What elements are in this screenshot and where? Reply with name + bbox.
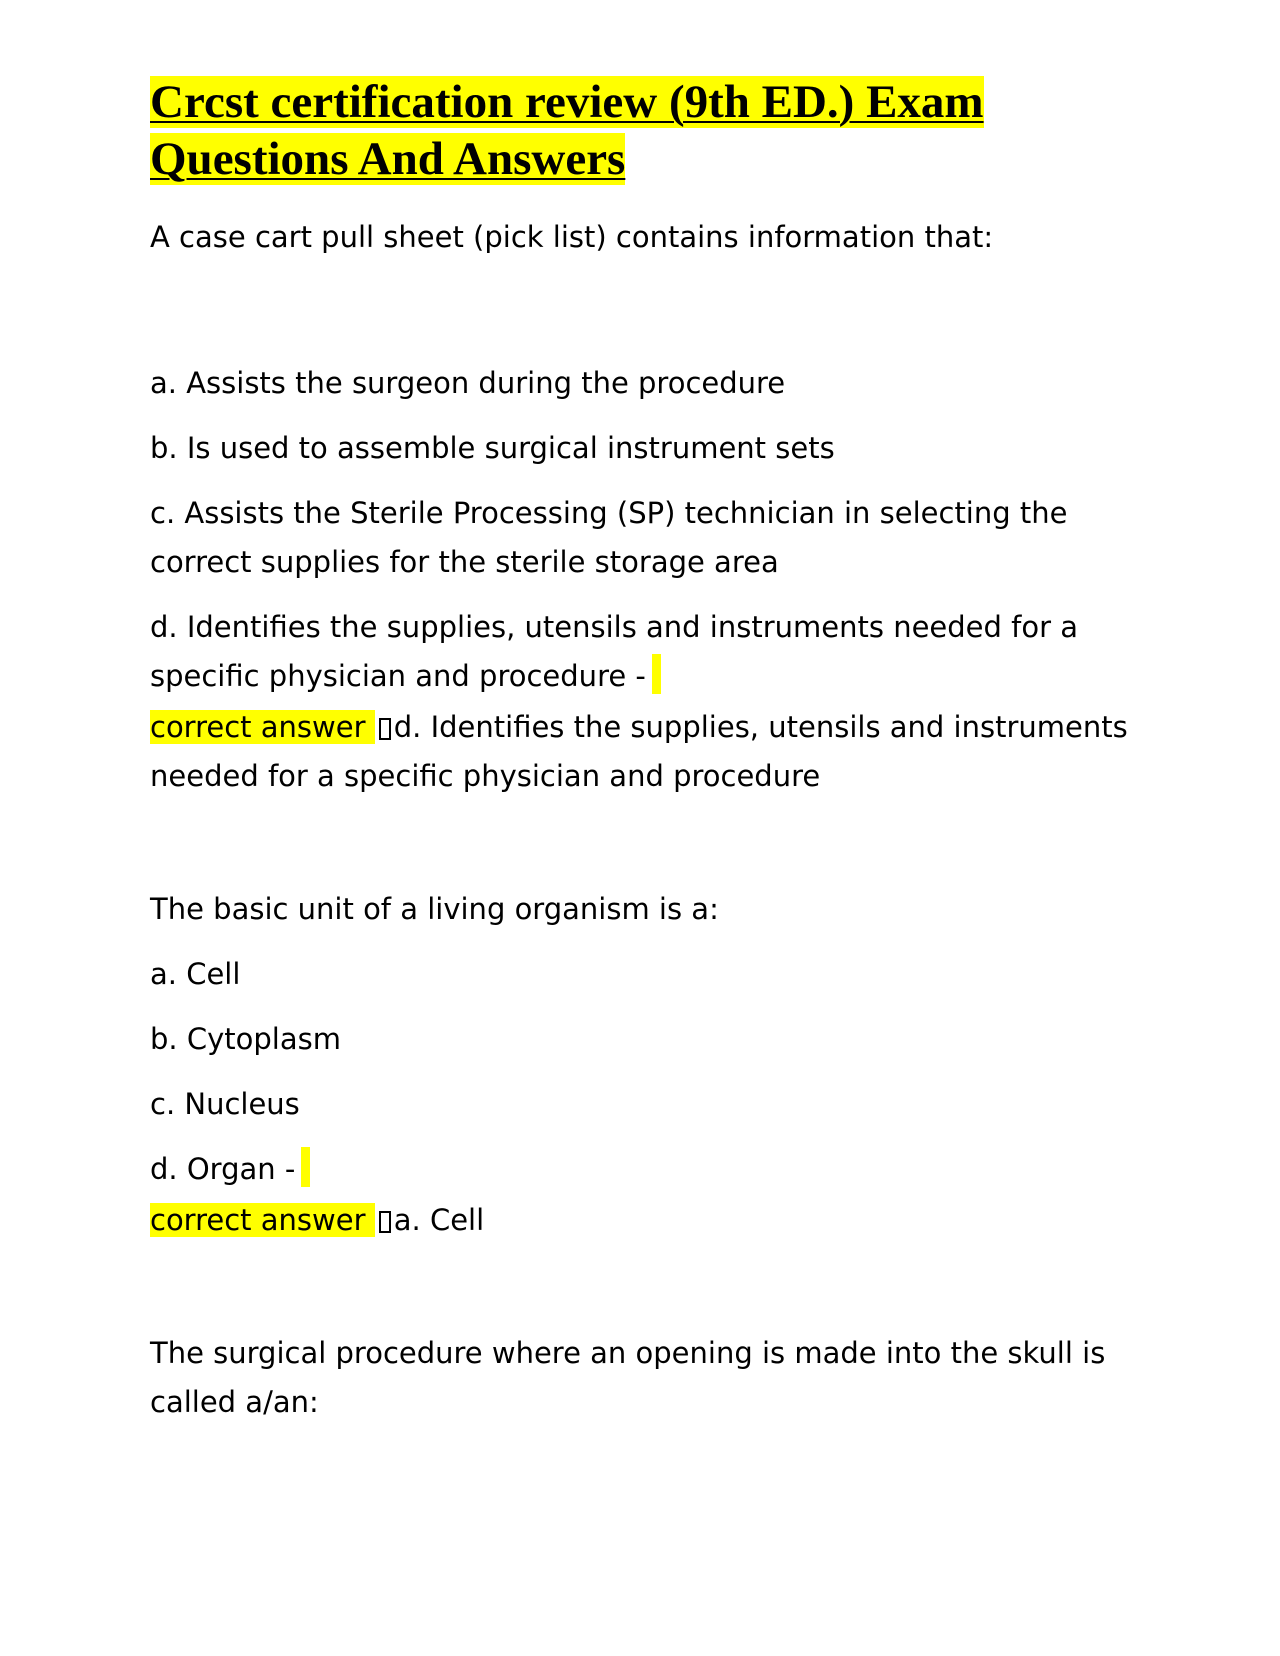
title-highlight: Crcst certification review (9th ED.) Exam Questions And Answers bbox=[150, 76, 984, 185]
question-2 bbox=[150, 885, 1130, 1245]
correct-answer-label: correct answer bbox=[150, 1203, 366, 1237]
option-a: a. Assists the surgeon during the procedure bbox=[150, 366, 786, 400]
question-prompt: A case cart pull sheet (pick list) contains information that: bbox=[150, 220, 994, 254]
document-page bbox=[150, 74, 1130, 1443]
document-title bbox=[150, 74, 1130, 188]
highlight-marker bbox=[652, 654, 661, 694]
option-a: a. Cell bbox=[150, 957, 241, 991]
option-d-text: d. Organ - bbox=[150, 1152, 296, 1186]
option-b: b. Cytoplasm bbox=[150, 1022, 341, 1056]
question-prompt: The basic unit of a living organism is a: bbox=[150, 892, 719, 926]
label-space bbox=[366, 1203, 375, 1237]
spacer bbox=[150, 278, 1130, 359]
correct-answer-label: correct answer bbox=[150, 710, 366, 744]
missing-glyph-icon bbox=[379, 1211, 391, 1233]
option-c: c. Assists the Sterile Processing (SP) technician in selecting the correct supplies for the sterile storage area bbox=[150, 496, 1068, 579]
label-space bbox=[366, 710, 375, 744]
correct-answer-text: a. Cell bbox=[393, 1203, 485, 1237]
option-b: b. Is used to assemble surgical instrument sets bbox=[150, 431, 835, 465]
option-d bbox=[150, 603, 1130, 701]
missing-glyph-icon bbox=[379, 718, 391, 740]
answer-line bbox=[150, 703, 1130, 801]
highlight-marker bbox=[301, 1147, 310, 1187]
answer-line bbox=[150, 1196, 1130, 1245]
option-c: c. Nucleus bbox=[150, 1087, 300, 1121]
question-prompt: The surgical procedure where an opening is made into the skull is called a/an: bbox=[150, 1336, 1106, 1419]
spacer bbox=[150, 1261, 1130, 1329]
question-3 bbox=[150, 1329, 1130, 1427]
question-1 bbox=[150, 213, 1130, 801]
option-d-text: d. Identifies the supplies, utensils and instruments needed for a specific physician and procedure - bbox=[150, 610, 1078, 693]
spacer bbox=[150, 817, 1130, 885]
correct-answer-text: d. Identifies the supplies, utensils and instruments needed for a specific physician and procedure bbox=[150, 710, 1128, 793]
option-d bbox=[150, 1145, 1130, 1194]
